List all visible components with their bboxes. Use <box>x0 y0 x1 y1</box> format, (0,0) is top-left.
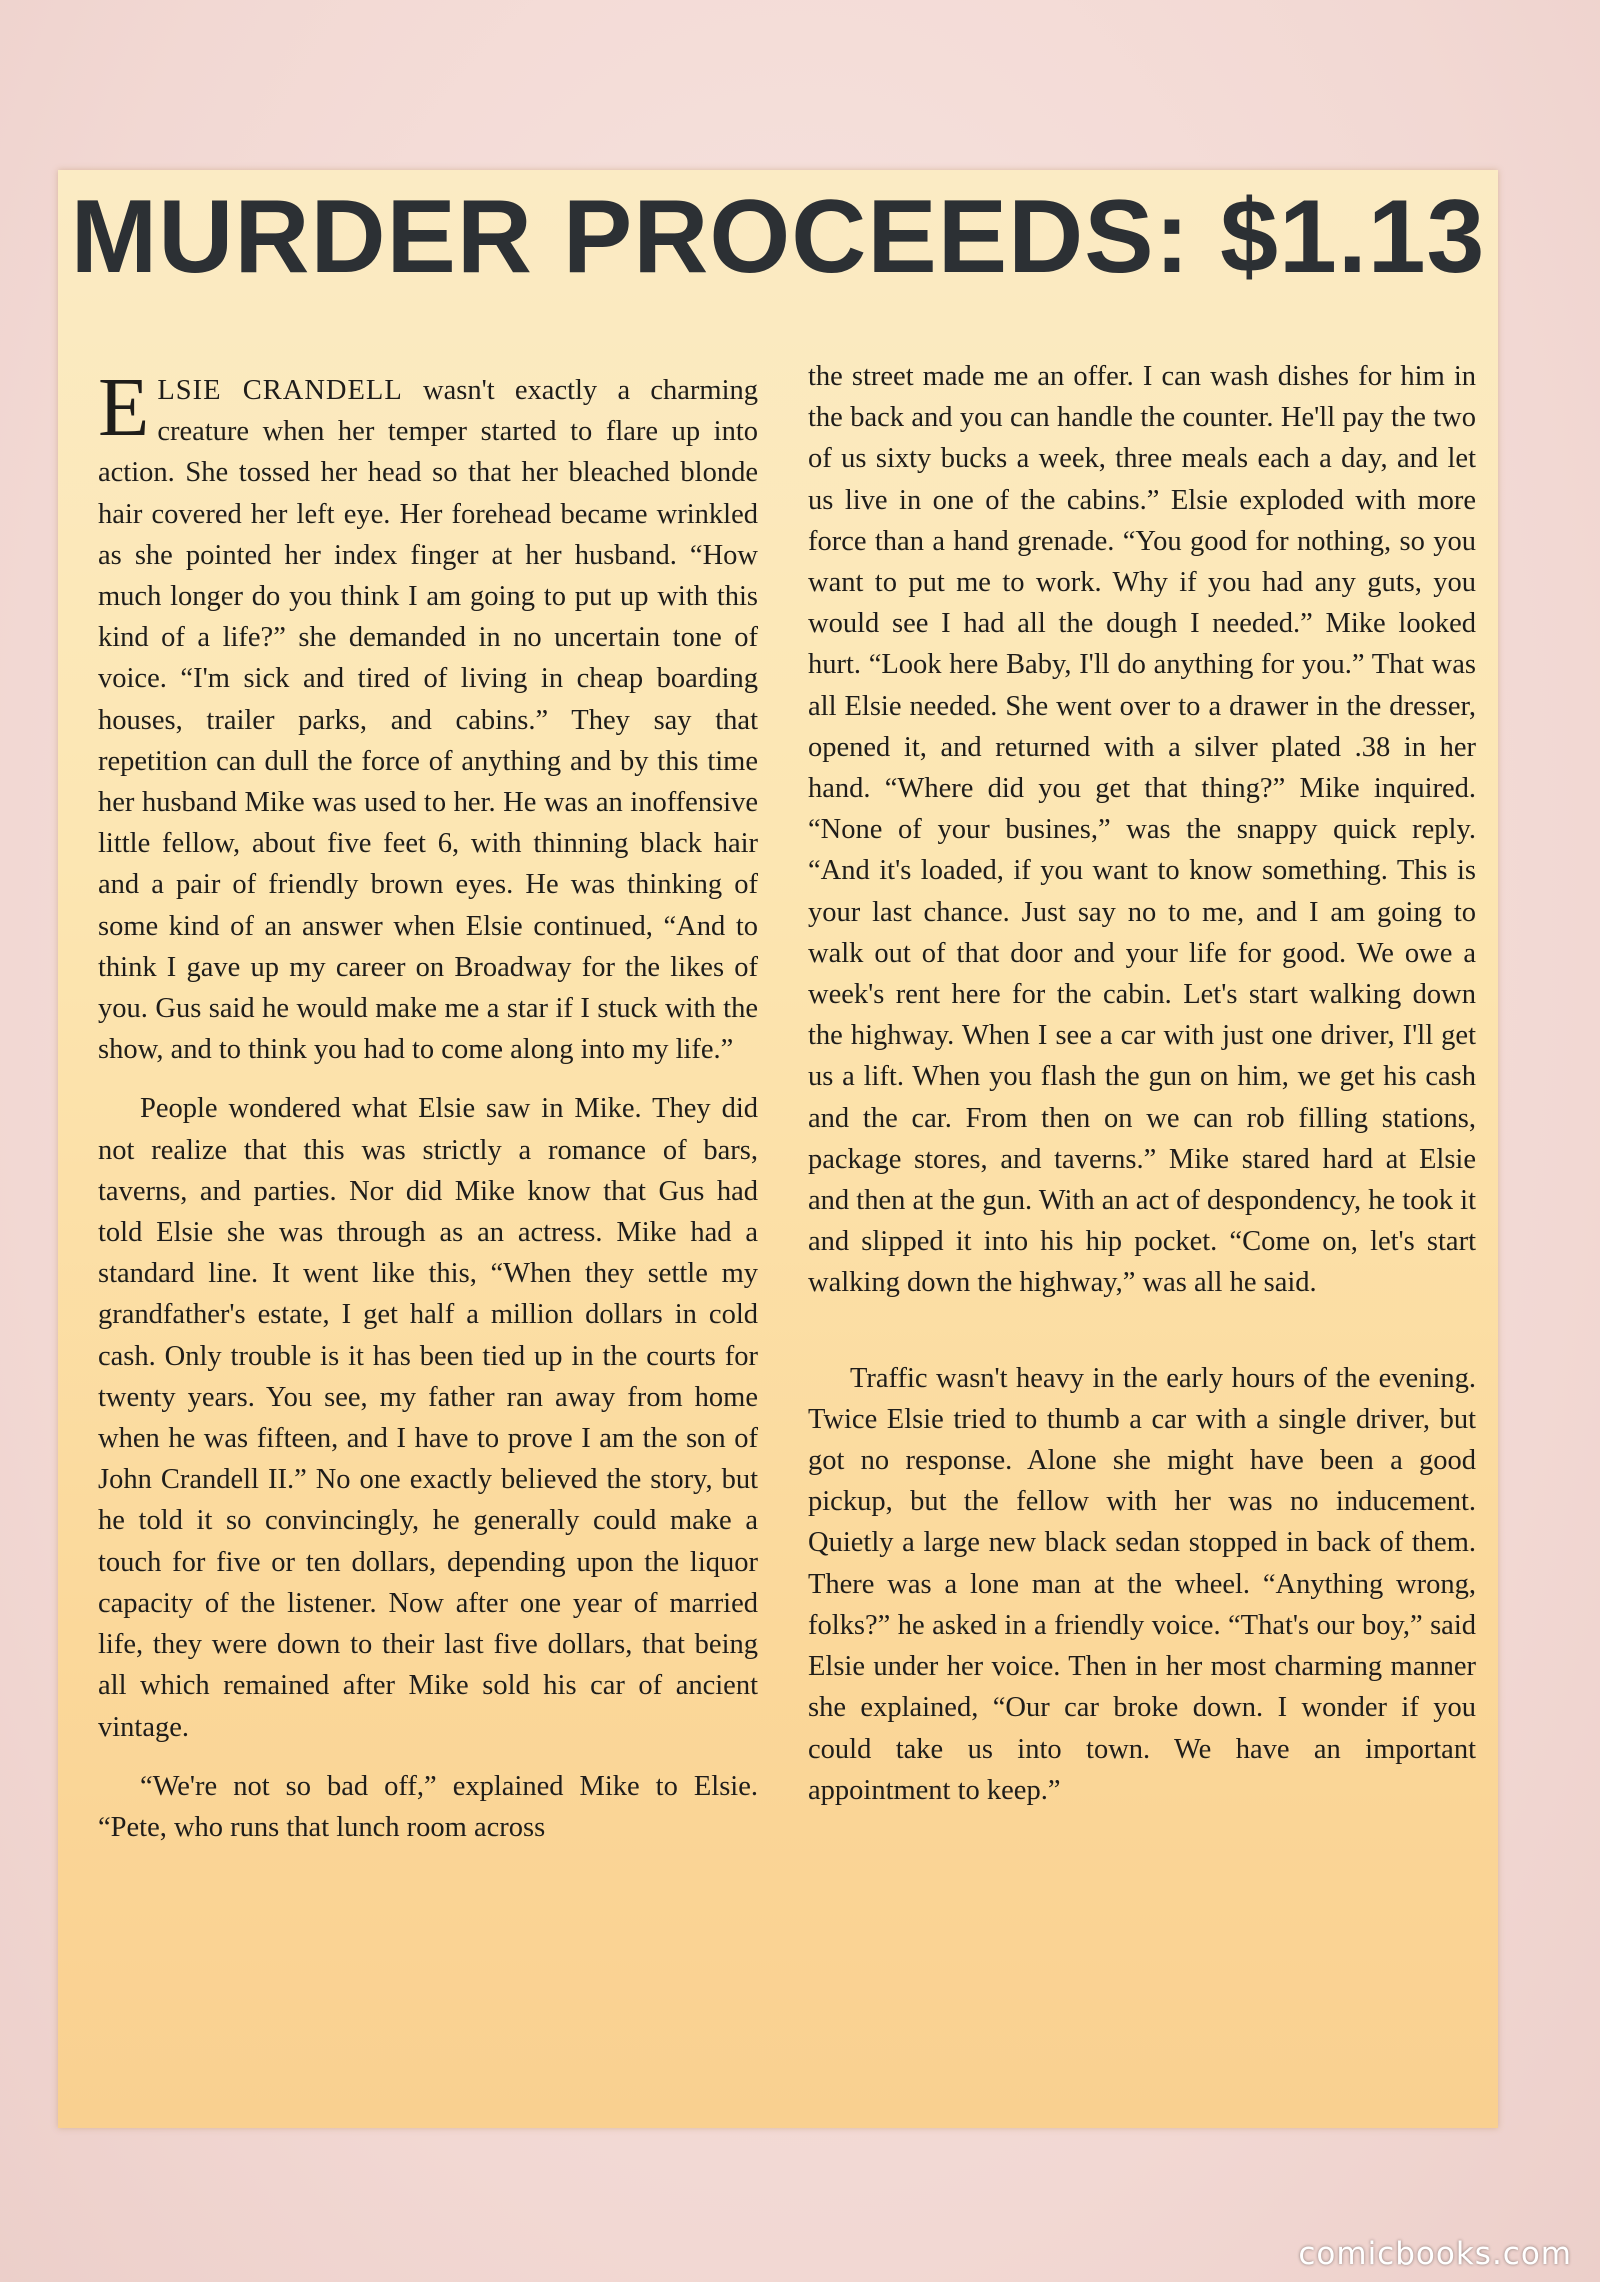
story-paragraph: “We're not so bad off,” explained Mike to Elsie. “Pete, who runs that lunch room across <box>98 1770 758 1843</box>
story-paragraph: People wondered what Elsie saw in Mike. They did not realize that this was strictly a romance of bars, taverns, and parties. Nor did Mike know that Gus had told Elsie she was through as an actress. Mike had a standard line. It went like this, “When they settle my grandfather's estate, I get half a million dollars in cold cash. Only trouble is it has been tied up in the courts for twenty years. You see, my father ran away from home when he was fifteen, and I have to prove I am the son of John Crandell II.” No one exactly believed the story, but he told it so convincingly, he generally could make a touch for five or ten dollars, depending upon the liquor capacity of the listener. Now after one year of married life, they were down to their last five dollars, that being all which remained after Mike sold his car of ancient vintage. <box>98 1093 758 1743</box>
lead-in-caps: LSIE CRANDELL <box>157 375 403 406</box>
story-title: MURDER PROCEEDS: $1.13 <box>70 179 1486 295</box>
paragraph-text: wasn't exactly a charming creature when her temper started to flare up into action. She tossed her head so that her bleached blonde hair covered her left eye. Her forehead became wrinkled as she pointed her index finger at her husband. “How much longer do you think I am going to put up with this kind of a life?” she demanded in no uncertain tone of voice. “I'm sick and tired of living in cheap boarding houses, trailer parks, and cabins.” They say that repetition can dull the force of anything and by this time her husband Mike was used to her. He was an inoffensive little fellow, about five feet 6, with thinning black hair and a pair of friendly brown eyes. He was thinking of some kind of an answer when Elsie continued, “And to think I gave up my career on Broadway for the likes of you. Gus said he would make me a star if I stuck with the show, and to think you had to come along into my life.” <box>98 375 758 1066</box>
story-column-left <box>98 361 758 1848</box>
story-paragraph-continued: the street made me an offer. I can wash dishes for him in the back and you can handle the counter. He'll pay the two of us sixty bucks a week, three meals each a day, and let us live in one of the cabins.” Elsie exploded with more force than a hand grenade. “You good for nothing, so you want to put me to work. Why if you had any guts, you would see I had all the dough I needed.” Mike looked hurt. “Look here Baby, I'll do anything for you.” That was all Elsie needed. She went over to a drawer in the dresser, opened it, and returned with a silver plated .38 in her hand. “Where did you get that thing?” Mike inquired. “None of your busines,” was the snappy quick reply. “And it's loaded, if you want to know something. This is your last chance. Just say no to me, and I am going to walk out of that door and your life for good. We owe a week's rent here for the cabin. Let's start walking down the highway. When I see a car with just one driver, I'll get us a lift. When you flash the gun on him, we get his cash and the car. From then on we can rob filling stations, package stores, and taverns.” Mike stared hard at Elsie and then at the gun. With an act of despondency, he took it and slipped it into his hip pocket. “Come on, let's start walking down the highway,” was all he said. <box>808 361 1476 1299</box>
source-watermark: comicbooks.com <box>1298 2236 1572 2272</box>
drop-cap: E <box>98 361 150 454</box>
story-paragraph: Traffic wasn't heavy in the early hours of the evening. Twice Elsie tried to thumb a car with a single driver, but got no response. Alone she might have been a good pickup, but the fellow with her was no inducement. Quietly a large new black sedan stopped in back of them. There was a lone man at the wheel. “Anything wrong, folks?” he asked in a friendly voice. “That's our boy,” said Elsie under her voice. Then in her most charming manner she explained, “Our car broke down. I wonder if you could take us into town. We have an important appointment to keep.” <box>808 1362 1476 1806</box>
story-paragraph <box>98 361 758 1070</box>
story-column-right <box>808 356 1476 1811</box>
